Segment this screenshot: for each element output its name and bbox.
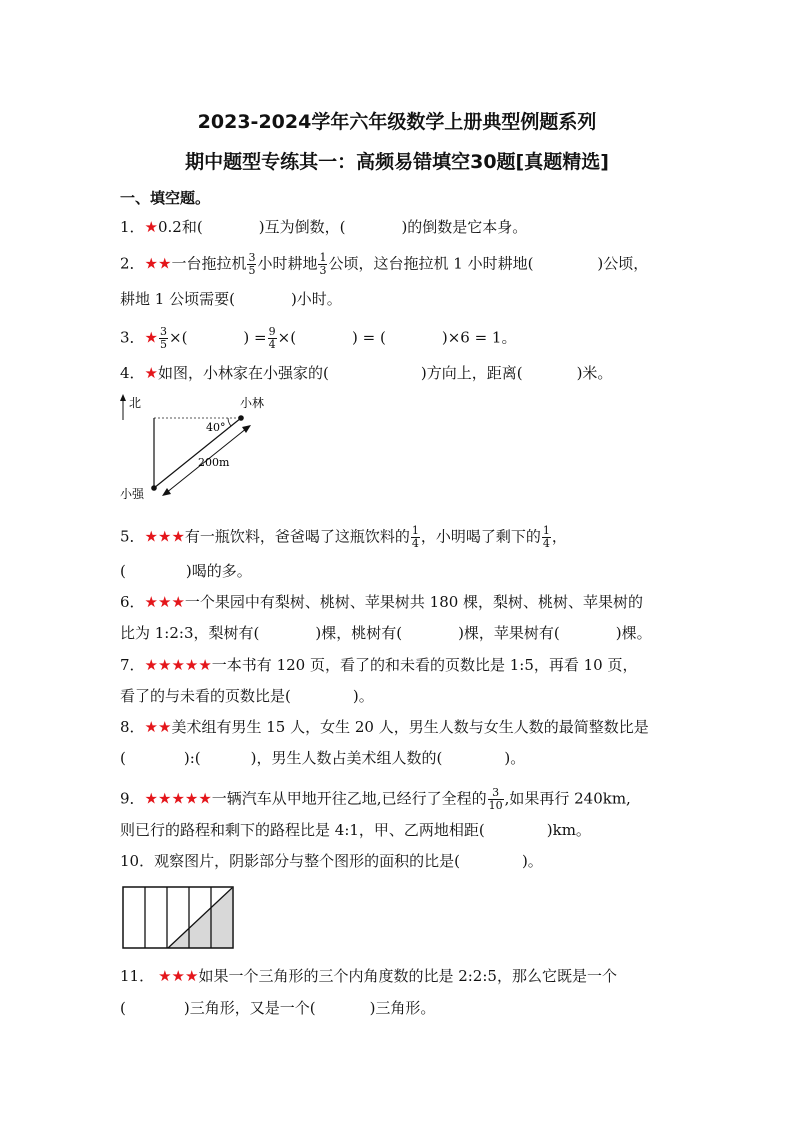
xiaoqiang-label: 小强 <box>120 487 145 501</box>
title-line-1: 2023-2024学年六年级数学上册典型例题系列 <box>197 111 597 133</box>
difficulty-stars: ★★★ <box>144 593 185 611</box>
fraction <box>159 326 168 351</box>
q11-text-a: 如果一个三角形的三个内角度数的比是 2:2:5，那么它既是一个 <box>198 967 617 985</box>
angle-arc <box>228 418 231 426</box>
question-11 <box>120 966 617 986</box>
question-number: 8． <box>120 718 145 736</box>
question-10 <box>120 851 543 871</box>
numerator: 3 <box>248 251 256 264</box>
q3-text-a: ×( <box>169 328 188 347</box>
q6-text-b: 比为 1:2:3，梨树有( <box>120 624 260 642</box>
question-7-continued <box>120 686 374 706</box>
q11-text-c: )三角形，又是一个( <box>183 999 316 1017</box>
distance-label: 200m <box>198 456 230 469</box>
question-number: 11． <box>120 967 155 985</box>
numerator: 1 <box>319 251 327 264</box>
q8-text-b: ( <box>120 749 126 767</box>
q4-text-c: )米。 <box>576 364 613 382</box>
direction-line <box>154 418 241 488</box>
denominator: 5 <box>160 338 167 351</box>
question-5 <box>120 525 567 550</box>
q2-text-a: 一台拖拉机 <box>171 254 247 273</box>
question-1 <box>120 217 527 237</box>
q8-text-e: )。 <box>504 749 526 767</box>
difficulty-stars: ★★★★★ <box>144 789 212 808</box>
fraction <box>411 525 420 550</box>
xiaolin-point <box>238 415 244 421</box>
title-line-2: 期中题型专练其一：高频易错填空30题[真题精选] <box>185 151 609 173</box>
q1-text-c: )的倒数是它本身。 <box>401 218 528 236</box>
q5-text-a: 有一瓶饮料，爸爸喝了这瓶饮料的 <box>184 527 410 546</box>
fraction <box>488 787 504 812</box>
denominator: 3 <box>319 264 327 277</box>
difficulty-stars: ★★★ <box>144 527 185 546</box>
q10-text-a: 观察图片，阴影部分与整个图形的面积的比是( <box>154 852 460 870</box>
q5-text-c: ， <box>551 527 567 546</box>
question-11-continued <box>120 998 435 1018</box>
xiaolin-label: 小林 <box>240 396 265 410</box>
numerator: 3 <box>488 787 504 800</box>
distance-arrow-left <box>162 488 171 496</box>
q5-text-d: ( <box>120 562 126 580</box>
question-number: 4． <box>120 364 145 382</box>
fraction <box>247 252 256 277</box>
numerator: 1 <box>411 524 419 537</box>
question-2 <box>120 252 648 277</box>
question-3 <box>120 326 516 351</box>
q7-text-c: )。 <box>352 687 374 705</box>
fraction <box>268 326 277 351</box>
q2-text-f: )小时。 <box>290 290 342 308</box>
q3-text-c: ×( <box>277 328 297 347</box>
question-number: 9． <box>120 789 145 808</box>
xiaoqiang-point <box>151 485 157 491</box>
difficulty-stars: ★ <box>144 364 158 382</box>
q8-text-a: 美术组有男生 15 人，女生 20 人，男生人数与女生人数的最简整数比是 <box>171 718 649 736</box>
q9-text-b: ,如果再行 240km, <box>504 789 631 808</box>
difficulty-stars: ★ <box>144 328 158 347</box>
difficulty-stars: ★★ <box>144 254 172 273</box>
q2-text-b: 小时耕地 <box>257 254 318 273</box>
q6-text-a: 一个果园中有梨树、桃树、苹果树共 180 棵，梨树、桃树、苹果树的 <box>184 593 644 611</box>
q9-text-d: )km。 <box>546 821 591 839</box>
question-6-continued <box>120 623 652 643</box>
question-9 <box>120 787 631 812</box>
question-2-continued <box>120 289 342 309</box>
difficulty-stars: ★★ <box>144 718 172 736</box>
q11-text-d: )三角形。 <box>369 999 436 1017</box>
question-5-continued <box>120 561 252 581</box>
denominator: 4 <box>411 537 419 550</box>
q3-text-e: )×6 = 1。 <box>441 328 517 347</box>
fraction <box>542 525 551 550</box>
denominator: 4 <box>542 537 550 550</box>
q9-text-a: 一辆汽车从甲地开往乙地,已经行了全程的 <box>211 789 487 808</box>
q1-text-b: )互为倒数，( <box>258 218 346 236</box>
q3-text-b: ) = <box>243 328 267 347</box>
north-arrow-head <box>120 394 126 401</box>
q3-text-d: ) = ( <box>352 328 386 347</box>
q6-text-e: )棵。 <box>615 624 652 642</box>
north-label: 北 <box>129 396 142 410</box>
question-number: 1． <box>120 218 145 236</box>
q11-text-b: ( <box>120 999 126 1017</box>
q8-text-c: ):( <box>183 749 201 767</box>
q2-text-d: )公顷， <box>597 254 649 273</box>
q2-text-c: 公顷，这台拖拉机 1 小时耕地( <box>328 254 534 273</box>
q9-text-c: 则已行的路程和剩下的路程比是 4:1，甲、乙两地相距( <box>120 821 485 839</box>
q5-text-e: )喝的多。 <box>185 562 252 580</box>
shaded-rectangle-figure <box>122 886 234 950</box>
q6-text-c: )棵，桃树有( <box>315 624 403 642</box>
denominator: 4 <box>268 338 276 351</box>
q1-text-a: 0.2和( <box>158 218 203 236</box>
q5-text-b: ，小明喝了剩下的 <box>420 527 541 546</box>
question-8-continued <box>120 748 525 768</box>
question-number: 5． <box>120 527 145 546</box>
question-7 <box>120 655 638 675</box>
question-9-continued <box>120 820 591 840</box>
q7-text-a: 一本书有 120 页，看了的和未看的页数比是 1:5，再看 10 页， <box>211 656 638 674</box>
question-number: 3． <box>120 328 145 347</box>
q10-text-b: )。 <box>521 852 543 870</box>
q6-text-d: )棵，苹果树有( <box>458 624 560 642</box>
fraction <box>318 252 327 277</box>
difficulty-stars: ★ <box>144 218 158 236</box>
distance-arrow-right <box>242 425 251 433</box>
q7-text-b: 看了的与未看的页数比是( <box>120 687 291 705</box>
q2-text-e: 耕地 1 公顷需要( <box>120 290 235 308</box>
denominator: 10 <box>488 799 503 812</box>
section-heading: 一、填空题。 <box>120 189 211 207</box>
question-number: 6． <box>120 593 145 611</box>
question-number: 10． <box>120 852 155 870</box>
difficulty-stars: ★★★ <box>158 967 199 985</box>
q4-text-a: 如图，小林家在小强家的( <box>158 364 329 382</box>
question-6 <box>120 592 643 612</box>
q4-text-b: )方向上，距离( <box>420 364 523 382</box>
question-number: 7． <box>120 656 145 674</box>
difficulty-stars: ★★★★★ <box>144 656 212 674</box>
direction-diagram <box>110 390 290 505</box>
question-4 <box>120 363 612 383</box>
numerator: 1 <box>542 524 550 537</box>
numerator: 9 <box>268 325 276 338</box>
angle-label: 40° <box>206 421 226 434</box>
q8-text-d: )，男生人数占美术组人数的( <box>250 749 443 767</box>
question-8 <box>120 717 649 737</box>
denominator: 5 <box>248 264 256 277</box>
numerator: 3 <box>160 325 167 338</box>
question-number: 2． <box>120 254 145 273</box>
